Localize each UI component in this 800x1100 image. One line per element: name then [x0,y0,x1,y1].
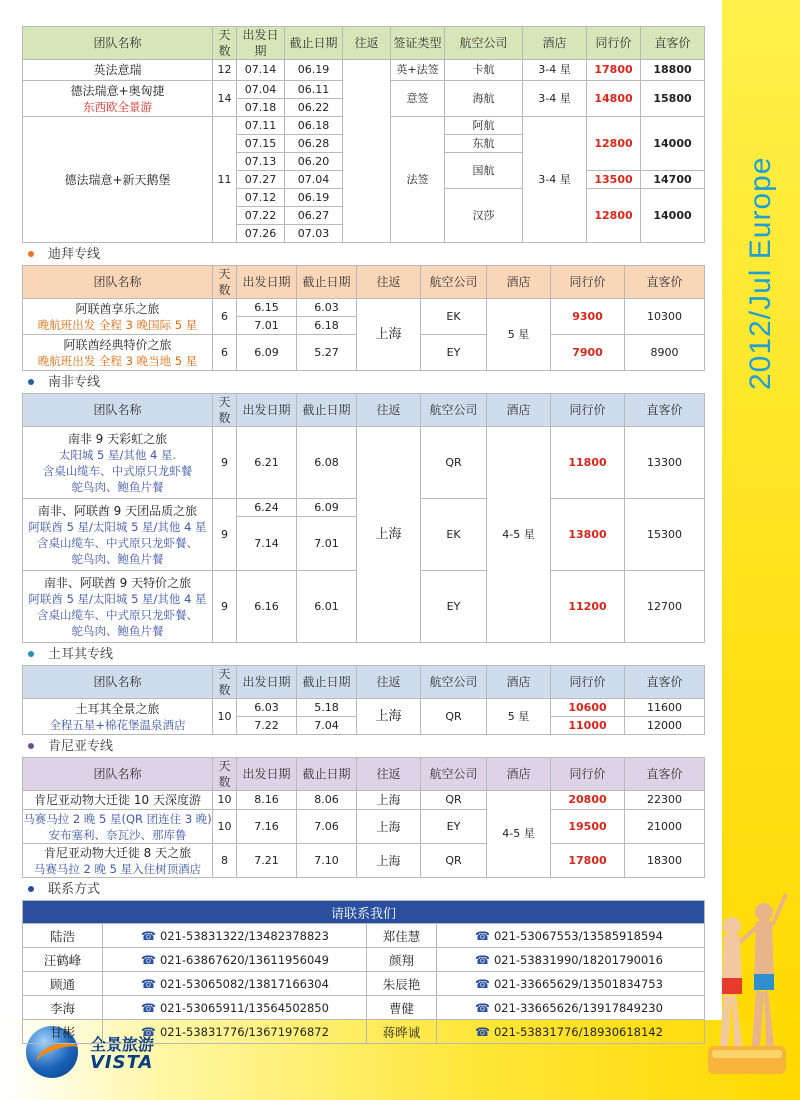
departure-city: 上海 [357,844,421,878]
days: 9 [213,571,237,643]
hotel: 3-4 星 [523,81,587,117]
contact-phone [103,924,367,948]
contact-phone [103,948,367,972]
peer-price: 14800 [587,81,641,117]
direct-price: 10300 [625,299,705,335]
col-header: 出发日期 [237,666,297,699]
phone-number: 021-53831990/18201790016 [493,952,663,967]
contact-phone [437,924,705,948]
cutoff-date: 6.03 [297,299,357,317]
tour-detail: 太阳城 5 星/其他 4 星. [58,447,177,462]
tour-name: 南非、阿联酋 9 天特价之旅 [43,575,192,590]
col-header: 团队名称 [23,27,213,60]
depart-date: 6.03 [237,699,297,717]
hotel: 5 星 [487,299,551,371]
table-row [23,791,705,810]
col-header: 直客价 [625,394,705,427]
phone-number: 021-53065911/13564502850 [159,1000,329,1015]
tour-name-cell [23,810,213,844]
tour-name: 土耳其全景之旅 [75,701,160,716]
days: 10 [213,699,237,735]
hotel: 4-5 星 [487,791,551,878]
table-row [23,810,705,844]
phone-icon: ☎ [475,976,490,991]
tour-subtitle: 东西欧全景游 [83,99,152,114]
brand-name-en: VISTA [90,1052,154,1073]
couple-illustration [702,886,790,1082]
tour-name: 肯尼亚动物大迁徙 10 天深度游 [23,791,213,810]
airline: 阿航 [445,117,523,135]
airline: EY [421,571,487,643]
contact-name: 曹健 [367,996,437,1020]
peer-price: 12800 [587,117,641,171]
col-header: 往返 [357,666,421,699]
phone-number: 021-53831776/13671976872 [159,1024,329,1039]
depart-date: 7.14 [237,517,297,571]
phone-number: 021-53831322/13482378823 [159,928,329,943]
direct-price: 13300 [625,427,705,499]
days: 10 [213,791,237,810]
peer-price: 17800 [587,60,641,81]
days: 6 [213,299,237,335]
peer-price: 20800 [551,791,625,810]
section-title: 肯尼亚专线 [48,739,114,754]
col-header: 航空公司 [421,666,487,699]
contact-name: 朱辰艳 [367,972,437,996]
depart-date: 07.13 [237,153,285,171]
section-title-turkey [22,645,704,665]
contact-name: 甘彬 [23,1020,103,1044]
col-header: 团队名称 [23,666,213,699]
col-header: 天数 [213,266,237,299]
direct-price: 14700 [641,171,705,189]
depart-date: 6.21 [237,427,297,499]
cutoff-date: 06.27 [285,207,343,225]
peer-price: 13500 [587,171,641,189]
peer-price: 12800 [587,189,641,243]
tour-detail: 安布塞利、奈瓦沙、那库鲁 [48,827,187,842]
airline: 东航 [445,135,523,153]
section-title-kenya [22,737,704,757]
contact-name: 蒋晔诚 [367,1020,437,1044]
peer-price: 9300 [551,299,625,335]
col-header: 截止日期 [297,666,357,699]
airline: 汉莎 [445,189,523,243]
depart-date: 07.26 [237,225,285,243]
contact-row [23,996,705,1020]
tour-detail: 阿联酋 5 星/太阳城 5 星/其他 4 星 [28,591,207,606]
cutoff-date: 6.01 [297,571,357,643]
phone-icon: ☎ [141,976,156,991]
cutoff-date: 6.18 [297,317,357,335]
depart-date: 6.24 [237,499,297,517]
depart-date: 07.22 [237,207,285,225]
contact-name: 汪鹤峰 [23,948,103,972]
col-header: 酒店 [487,394,551,427]
direct-price: 18300 [625,844,705,878]
depart-date: 07.12 [237,189,285,207]
col-header: 出发日期 [237,266,297,299]
tour-detail: 鸵鸟肉、鲍鱼片餐 [71,623,164,638]
contact-phone [437,972,705,996]
table-row [23,699,705,717]
col-header: 截止日期 [285,27,343,60]
col-header: 往返 [357,266,421,299]
contact-name: 陆浩 [23,924,103,948]
depart-date: 6.16 [237,571,297,643]
direct-price: 22300 [625,791,705,810]
tour-subtitle: 晚航班出发 全程 3 晚当地 5 星 [37,353,198,368]
direct-price: 21000 [625,810,705,844]
phone-number: 021-33665626/13917849230 [493,1000,663,1015]
col-header: 团队名称 [23,266,213,299]
phone-number: 021-53067553/13585918594 [493,928,663,943]
direct-price: 15300 [625,499,705,571]
tour-subtitle: 全程五星+棉花堡温泉酒店 [49,717,186,732]
section-title: 土耳其专线 [48,647,114,662]
phone-number: 021-53831776/18930618142 [493,1024,663,1039]
tour-name: 阿联酋享乐之旅 [75,301,160,316]
cutoff-date: 5.27 [297,335,357,371]
col-header: 出发日期 [237,758,297,791]
tour-name: 德法瑞意+新天鹅堡 [23,117,213,243]
depart-date: 8.16 [237,791,297,810]
cutoff-date: 6.08 [297,427,357,499]
hotel: 4-5 星 [487,427,551,643]
col-header: 天数 [213,666,237,699]
airline: EK [421,299,487,335]
tour-detail: 阿联酋 5 星/太阳城 5 星/其他 4 星 [28,519,207,534]
tour-name-cell [23,499,213,571]
section-title-south-africa [22,373,704,393]
cutoff-date: 06.19 [285,189,343,207]
cutoff-date: 5.18 [297,699,357,717]
cutoff-date: 7.04 [297,717,357,735]
tour-name-cell [23,571,213,643]
contact-caption: 请联系我们 [23,901,705,924]
days: 12 [213,60,237,81]
airline: EY [421,335,487,371]
table-header [23,394,705,427]
col-header: 天数 [213,758,237,791]
col-header: 航空公司 [421,758,487,791]
side-title: 2012/Jul Europe [744,156,777,390]
depart-date: 7.21 [237,844,297,878]
col-header: 出发日期 [237,27,285,60]
col-header: 直客价 [625,666,705,699]
direct-price: 18800 [641,60,705,81]
tour-name-cell [23,299,213,335]
airline: QR [421,844,487,878]
visa-type: 意签 [391,81,445,117]
table-header [23,758,705,791]
section-title-dubai [22,245,704,265]
peer-price: 11000 [551,717,625,735]
peer-price: 10600 [551,699,625,717]
col-header: 直客价 [625,266,705,299]
col-header: 团队名称 [23,758,213,791]
contact-phone [103,996,367,1020]
tour-name-cell [23,844,213,878]
tour-detail: 含桌山缆车、中式原只龙虾餐、 [37,535,198,550]
col-header: 同行价 [551,758,625,791]
phone-icon: ☎ [475,952,490,967]
cutoff-date: 07.04 [285,171,343,189]
cutoff-date: 7.10 [297,844,357,878]
table-header [23,27,705,60]
col-header: 直客价 [641,27,705,60]
tour-detail: 鸵鸟肉、鲍鱼片餐 [71,551,164,566]
phone-icon: ☎ [475,1024,490,1039]
col-header: 天数 [213,27,237,60]
airline: 海航 [445,81,523,117]
col-header: 截止日期 [297,394,357,427]
tour-name-cell [23,335,213,371]
contact-phone [437,948,705,972]
turkey-table [22,665,705,735]
col-header: 酒店 [487,758,551,791]
col-header: 出发日期 [237,394,297,427]
section-title: 联系方式 [48,882,101,897]
col-header: 截止日期 [297,266,357,299]
contact-phone [103,1020,367,1044]
airline: EK [421,499,487,571]
tour-name: 阿联酋经典特价之旅 [63,337,172,352]
departure-city: 上海 [357,791,421,810]
direct-price: 14000 [641,117,705,171]
contact-row [23,948,705,972]
col-header: 酒店 [523,27,587,60]
contact-phone [437,996,705,1020]
contact-row [23,1020,705,1044]
col-header: 往返 [357,394,421,427]
col-header: 往返 [343,27,391,60]
tour-name-cell [23,699,213,735]
days: 8 [213,844,237,878]
phone-icon: ☎ [141,928,156,943]
peer-price: 11200 [551,571,625,643]
hotel: 3-4 星 [523,117,587,243]
content [22,26,704,1044]
depart-date: 07.15 [237,135,285,153]
tour-detail: 鸵鸟肉、鲍鱼片餐 [71,479,164,494]
cutoff-date: 06.22 [285,99,343,117]
table-row [23,844,705,878]
visa-type: 英+法签 [391,60,445,81]
cutoff-date: 06.19 [285,60,343,81]
days: 10 [213,810,237,844]
cutoff-date: 6.09 [297,499,357,517]
col-header: 同行价 [551,394,625,427]
peer-price: 7900 [551,335,625,371]
south-africa-table [22,393,705,643]
depart-date: 07.11 [237,117,285,135]
airline: QR [421,699,487,735]
tour-name: 南非 9 天彩虹之旅 [67,431,168,446]
tour-name-cell [23,427,213,499]
col-header: 同行价 [587,27,641,60]
phone-icon: ☎ [141,1000,156,1015]
phone-icon: ☎ [141,1024,156,1039]
table-row [23,299,705,317]
peer-price: 11800 [551,427,625,499]
roundtrip-cell [343,60,391,243]
contact-row [23,924,705,948]
cutoff-date: 06.28 [285,135,343,153]
col-header: 团队名称 [23,394,213,427]
tour-subtitle: 晚航班出发 全程 3 晚国际 5 星 [37,317,198,332]
contact-name: 颜翔 [367,948,437,972]
table-row [23,60,705,81]
col-header: 航空公司 [421,394,487,427]
phone-icon: ☎ [475,928,490,943]
cutoff-date: 8.06 [297,791,357,810]
phone-number: 021-63867620/13611956049 [159,952,329,967]
bullet-icon [28,743,34,749]
tour-name: 南非、阿联酋 9 天团品质之旅 [37,503,198,518]
cutoff-date: 7.01 [297,517,357,571]
section-title: 南非专线 [48,375,101,390]
days: 11 [213,117,237,243]
col-header: 直客价 [625,758,705,791]
col-header: 同行价 [551,266,625,299]
airline: EY [421,810,487,844]
depart-date: 7.22 [237,717,297,735]
contact-phone [437,1020,705,1044]
departure-city: 上海 [357,427,421,643]
direct-price: 8900 [625,335,705,371]
depart-date: 07.27 [237,171,285,189]
kenya-table [22,757,705,878]
direct-price: 14000 [641,189,705,243]
contact-row [23,972,705,996]
days: 9 [213,427,237,499]
dubai-table [22,265,705,371]
contact-table [22,900,705,1044]
departure-city: 上海 [357,299,421,371]
phone-number: 021-53065082/13817166304 [159,976,329,991]
bullet-icon [28,379,34,385]
depart-date: 07.14 [237,60,285,81]
col-header: 截止日期 [297,758,357,791]
bullet-icon [28,251,34,257]
airline: 卡航 [445,60,523,81]
cutoff-date: 07.03 [285,225,343,243]
airline: 国航 [445,153,523,189]
table-row [23,427,705,499]
hotel: 3-4 星 [523,60,587,81]
depart-date: 6.09 [237,335,297,371]
tour-name-cell [23,81,213,117]
depart-date: 7.01 [237,317,297,335]
peer-price: 13800 [551,499,625,571]
cutoff-date: 06.18 [285,117,343,135]
airline: QR [421,791,487,810]
contact-name: 李海 [23,996,103,1020]
phone-number: 021-33665629/13501834753 [493,976,663,991]
section-title: 迪拜专线 [48,247,101,262]
tour-name: 英法意瑞 [23,60,213,81]
europe-table [22,26,705,243]
table-header [23,266,705,299]
phone-icon: ☎ [475,1000,490,1015]
depart-date: 6.15 [237,299,297,317]
depart-date: 7.16 [237,810,297,844]
bullet-icon [28,886,34,892]
depart-date: 07.04 [237,81,285,99]
col-header: 同行价 [551,666,625,699]
direct-price: 15800 [641,81,705,117]
days: 6 [213,335,237,371]
col-header: 天数 [213,394,237,427]
contact-phone [103,972,367,996]
peer-price: 19500 [551,810,625,844]
col-header: 航空公司 [445,27,523,60]
bullet-icon [28,651,34,657]
col-header: 酒店 [487,266,551,299]
peer-price: 17800 [551,844,625,878]
tour-name: 德法瑞意+奥匈捷 [70,83,165,98]
tour-subtitle: 马赛马拉 2 晚 5 星入住树顶酒店 [33,861,202,876]
cutoff-date: 7.06 [297,810,357,844]
table-header [23,666,705,699]
cutoff-date: 06.20 [285,153,343,171]
depart-date: 07.18 [237,99,285,117]
visa-type: 法签 [391,117,445,243]
direct-price: 12700 [625,571,705,643]
hotel: 5 星 [487,699,551,735]
tour-detail: 含桌山缆车、中式原只龙虾餐 [42,463,193,478]
airline: QR [421,427,487,499]
col-header: 往返 [357,758,421,791]
departure-city: 上海 [357,699,421,735]
contact-name: 郑佳慧 [367,924,437,948]
brand-name-cn: 全景旅游 [90,1035,155,1054]
direct-price: 12000 [625,717,705,735]
direct-price: 11600 [625,699,705,717]
tour-name: 肯尼亚动物大迁徙 8 天之旅 [43,845,192,860]
col-header: 航空公司 [421,266,487,299]
phone-icon: ☎ [141,952,156,967]
section-title-contact [22,880,704,900]
tour-detail: 含桌山缆车、中式原只龙虾餐、 [37,607,198,622]
contact-name: 顾通 [23,972,103,996]
cutoff-date: 06.11 [285,81,343,99]
departure-city: 上海 [357,810,421,844]
days: 9 [213,499,237,571]
col-header: 酒店 [487,666,551,699]
days: 14 [213,81,237,117]
tour-detail: 马赛马拉 2 晚 5 星(QR 团连住 3 晚) [23,811,212,826]
col-header: 签证类型 [391,27,445,60]
